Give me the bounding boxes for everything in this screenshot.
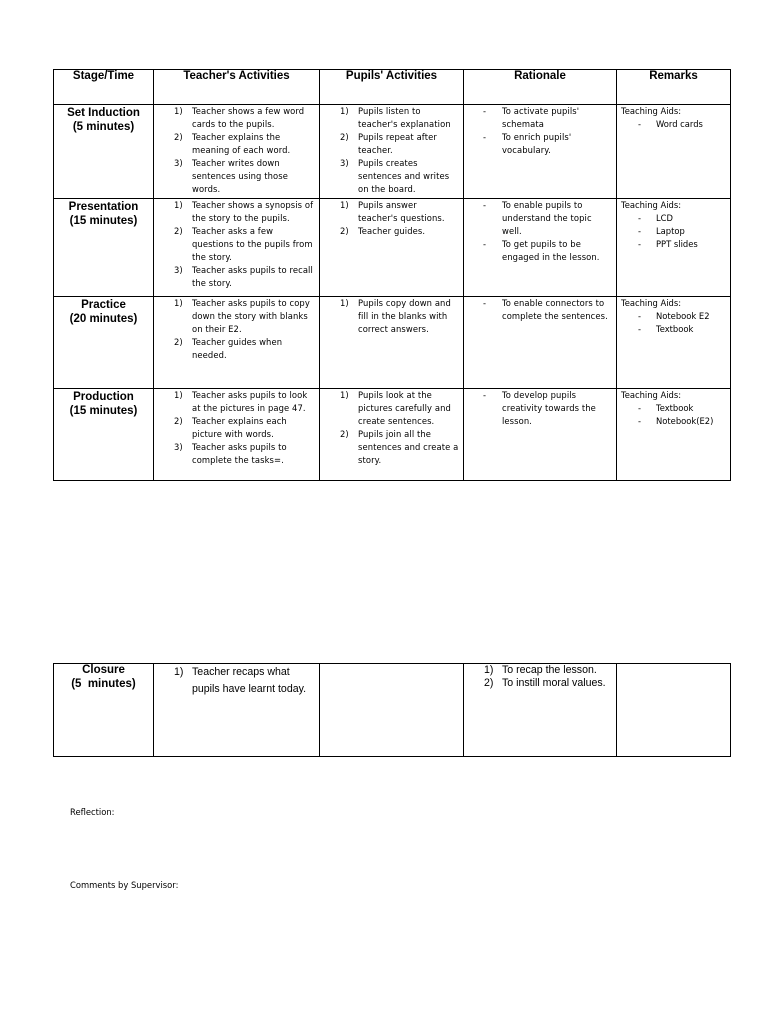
item-text: Pupils repeat after teacher. bbox=[358, 132, 437, 155]
table-row bbox=[54, 105, 731, 199]
table-row bbox=[54, 389, 731, 481]
teaching-aid-item bbox=[621, 212, 730, 225]
header-pupils-activities: Pupils' Activities bbox=[320, 70, 464, 105]
rationale-cell bbox=[464, 105, 617, 199]
item-text: Pupils answer teacher's questions. bbox=[358, 200, 445, 223]
item-number: 2) bbox=[174, 132, 183, 142]
item-text: Teacher asks a few questions to the pupils from the story. bbox=[192, 226, 313, 262]
dash-bullet: - bbox=[483, 390, 487, 400]
pupils-activities-list bbox=[320, 199, 463, 238]
closure-rationale-item bbox=[464, 677, 616, 690]
item-text: Pupils join all the sentences and create a story. bbox=[358, 429, 459, 465]
teacher-activities-list bbox=[154, 297, 319, 362]
teacher-activities-list bbox=[154, 389, 319, 467]
teaching-aid-text: Notebook E2 bbox=[656, 311, 710, 321]
closure-teacher-cell bbox=[154, 664, 320, 757]
stage-cell bbox=[54, 199, 154, 297]
item-number: 1) bbox=[174, 666, 184, 678]
item-text: To develop pupils creativity towards the lesson. bbox=[502, 390, 596, 426]
rationale-list bbox=[464, 389, 616, 428]
item-number: 3) bbox=[174, 158, 183, 168]
remarks-cell bbox=[617, 199, 731, 297]
item-text: To enable connectors to complete the sentences. bbox=[502, 298, 608, 321]
item-number: 1) bbox=[174, 200, 183, 210]
teacher-activities-cell bbox=[154, 389, 320, 481]
closure-stage-name: Closure bbox=[82, 664, 125, 676]
list-item bbox=[154, 131, 319, 157]
remarks-block bbox=[617, 297, 730, 336]
stage-cell bbox=[54, 105, 154, 199]
list-item bbox=[320, 389, 463, 428]
closure-rationale-text: To instill moral values. bbox=[502, 676, 606, 689]
header-remarks: Remarks bbox=[617, 70, 731, 105]
list-item bbox=[154, 389, 319, 415]
item-text: Pupils copy down and fill in the blanks with correct answers. bbox=[358, 298, 451, 334]
rationale-cell bbox=[464, 389, 617, 481]
list-item bbox=[320, 105, 463, 131]
teaching-aid-item bbox=[621, 323, 730, 336]
list-item bbox=[154, 297, 319, 336]
item-number: 3) bbox=[174, 265, 183, 275]
stage-name: Practice bbox=[81, 299, 126, 311]
list-item bbox=[154, 415, 319, 441]
item-number: 1) bbox=[340, 298, 349, 308]
closure-teacher-text: Teacher recaps what pupils have learnt today. bbox=[192, 666, 307, 695]
teaching-aid-text: Notebook(E2) bbox=[656, 416, 714, 426]
pupils-activities-list bbox=[320, 389, 463, 467]
list-item bbox=[154, 157, 319, 196]
teaching-aid-item bbox=[621, 225, 730, 238]
item-number: 1) bbox=[484, 664, 494, 676]
teaching-aid-text: Textbook bbox=[656, 403, 694, 413]
pupils-activities-cell bbox=[320, 389, 464, 481]
list-item bbox=[154, 199, 319, 225]
item-number: 1) bbox=[340, 106, 349, 116]
item-number: 3) bbox=[340, 158, 349, 168]
item-text: To get pupils to be engaged in the lesson. bbox=[502, 239, 600, 262]
table-header-row bbox=[54, 70, 731, 105]
teaching-aids-label: Teaching Aids: bbox=[621, 390, 682, 400]
header-rationale: Rationale bbox=[464, 70, 617, 105]
item-text: Teacher guides. bbox=[358, 226, 426, 236]
remarks-block bbox=[617, 389, 730, 428]
remarks-block bbox=[617, 199, 730, 251]
teacher-activities-list bbox=[154, 199, 319, 290]
list-item bbox=[320, 199, 463, 225]
rationale-list bbox=[464, 297, 616, 323]
stage-name: Production bbox=[73, 391, 134, 403]
stage-name: Presentation bbox=[68, 201, 139, 213]
dash-bullet: - bbox=[483, 298, 487, 308]
closure-teacher-list bbox=[154, 664, 319, 698]
teaching-aids-list bbox=[621, 118, 730, 131]
item-number: 1) bbox=[174, 106, 183, 116]
item-number: 2) bbox=[340, 132, 349, 142]
dash-bullet: - bbox=[483, 106, 487, 116]
teaching-aids-list bbox=[621, 402, 730, 428]
item-text: To enrich pupils' vocabulary. bbox=[502, 132, 572, 155]
remarks-cell bbox=[617, 297, 731, 389]
dash-bullet: - bbox=[638, 416, 642, 426]
list-item bbox=[464, 131, 616, 157]
teaching-aid-item bbox=[621, 415, 730, 428]
closure-remarks-cell bbox=[617, 664, 731, 757]
comments-by-supervisor-label: Comments by Supervisor: bbox=[70, 880, 179, 890]
table-row bbox=[54, 297, 731, 389]
header-stage-time: Stage/Time bbox=[54, 70, 154, 105]
closure-rationale-cell bbox=[464, 664, 617, 757]
table-row bbox=[54, 199, 731, 297]
stage-time: (20 minutes) bbox=[69, 312, 138, 325]
stage-time: (15 minutes) bbox=[69, 404, 138, 417]
remarks-cell bbox=[617, 389, 731, 481]
dash-bullet: - bbox=[638, 119, 642, 129]
list-item bbox=[320, 297, 463, 336]
teaching-aid-text: Laptop bbox=[656, 226, 685, 236]
item-text: Teacher guides when needed. bbox=[192, 337, 283, 360]
list-item bbox=[154, 105, 319, 131]
closure-rationale-item bbox=[464, 664, 616, 677]
stage-name: Set Induction bbox=[67, 107, 140, 119]
remarks-block bbox=[617, 105, 730, 131]
closure-row bbox=[54, 664, 731, 757]
item-text: To activate pupils' schemata bbox=[502, 106, 580, 129]
item-text: Teacher asks pupils to look at the pictures in page 47. bbox=[192, 390, 308, 413]
teacher-activities-cell bbox=[154, 199, 320, 297]
teacher-activities-cell bbox=[154, 105, 320, 199]
item-number: 1) bbox=[340, 200, 349, 210]
item-text: Teacher shows a synopsis of the story to the pupils. bbox=[192, 200, 314, 223]
item-text: Pupils look at the pictures carefully and create sentences. bbox=[358, 390, 451, 426]
stage-time: (15 minutes) bbox=[69, 214, 138, 227]
dash-bullet: - bbox=[638, 213, 642, 223]
header-teacher-activities: Teacher's Activities bbox=[154, 70, 320, 105]
list-item bbox=[154, 264, 319, 290]
dash-bullet: - bbox=[483, 132, 487, 142]
stage-block bbox=[54, 389, 153, 418]
item-number: 2) bbox=[484, 676, 494, 689]
pupils-activities-list bbox=[320, 105, 463, 196]
item-text: Teacher writes down sentences using those words. bbox=[192, 158, 288, 194]
teaching-aid-text: Textbook bbox=[656, 324, 694, 334]
list-item bbox=[464, 297, 616, 323]
item-text: Teacher asks pupils to recall the story. bbox=[192, 265, 313, 288]
teaching-aids-label: Teaching Aids: bbox=[621, 298, 682, 308]
teaching-aids-label: Teaching Aids: bbox=[621, 106, 682, 116]
stage-block bbox=[54, 297, 153, 326]
dash-bullet: - bbox=[638, 311, 642, 321]
teaching-aid-item bbox=[621, 118, 730, 131]
teaching-aid-text: Word cards bbox=[656, 119, 703, 129]
list-item bbox=[320, 428, 463, 467]
stage-time: (5 minutes) bbox=[72, 120, 135, 133]
item-text: Pupils creates sentences and writes on the board. bbox=[358, 158, 450, 194]
rationale-cell bbox=[464, 297, 617, 389]
closure-table bbox=[53, 663, 731, 757]
item-text: Teacher explains the meaning of each word. bbox=[192, 132, 291, 155]
closure-stage-cell bbox=[54, 664, 154, 757]
list-item bbox=[320, 157, 463, 196]
item-text: Teacher shows a few word cards to the pupils. bbox=[192, 106, 305, 129]
item-text: Teacher explains each picture with words. bbox=[192, 416, 287, 439]
closure-teacher-item bbox=[154, 664, 319, 698]
item-number: 1) bbox=[174, 298, 183, 308]
teaching-aid-item bbox=[621, 402, 730, 415]
rationale-list bbox=[464, 105, 616, 157]
stage-cell bbox=[54, 297, 154, 389]
item-text: Pupils listen to teacher's explanation bbox=[358, 106, 451, 129]
item-text: Teacher asks pupils to copy down the story with blanks on their E2. bbox=[192, 298, 310, 334]
item-number: 2) bbox=[174, 226, 183, 236]
remarks-cell bbox=[617, 105, 731, 199]
item-number: 3) bbox=[174, 442, 183, 452]
teaching-aid-item bbox=[621, 310, 730, 323]
dash-bullet: - bbox=[638, 226, 642, 236]
item-text: Teacher asks pupils to complete the tasks=. bbox=[192, 442, 287, 465]
item-number: 2) bbox=[340, 226, 349, 236]
teacher-activities-cell bbox=[154, 297, 320, 389]
teaching-aids-list bbox=[621, 310, 730, 336]
pupils-activities-list bbox=[320, 297, 463, 336]
dash-bullet: - bbox=[483, 239, 487, 249]
list-item bbox=[154, 336, 319, 362]
stage-block bbox=[54, 199, 153, 228]
closure-rationale-list bbox=[464, 664, 616, 689]
item-number: 2) bbox=[174, 337, 183, 347]
list-item bbox=[464, 105, 616, 131]
rationale-list bbox=[464, 199, 616, 264]
item-number: 1) bbox=[174, 390, 183, 400]
teacher-activities-list bbox=[154, 105, 319, 196]
list-item bbox=[154, 225, 319, 264]
item-number: 1) bbox=[340, 390, 349, 400]
item-number: 2) bbox=[340, 429, 349, 439]
item-number: 2) bbox=[174, 416, 183, 426]
lesson-plan-table bbox=[53, 69, 731, 481]
list-item bbox=[464, 199, 616, 238]
teaching-aid-text: LCD bbox=[656, 213, 673, 223]
pupils-activities-cell bbox=[320, 105, 464, 199]
pupils-activities-cell bbox=[320, 297, 464, 389]
dash-bullet: - bbox=[638, 403, 642, 413]
list-item bbox=[464, 389, 616, 428]
list-item bbox=[154, 441, 319, 467]
stage-block bbox=[54, 105, 153, 134]
item-text: To enable pupils to understand the topic well. bbox=[502, 200, 592, 236]
dash-bullet: - bbox=[483, 200, 487, 210]
teaching-aids-label: Teaching Aids: bbox=[621, 200, 682, 210]
dash-bullet: - bbox=[638, 324, 642, 334]
teaching-aid-text: PPT slides bbox=[656, 239, 698, 249]
stage-cell bbox=[54, 389, 154, 481]
closure-stage-time: (5 minutes) bbox=[71, 677, 136, 690]
list-item bbox=[320, 225, 463, 238]
list-item bbox=[320, 131, 463, 157]
dash-bullet: - bbox=[638, 239, 642, 249]
rationale-cell bbox=[464, 199, 617, 297]
pupils-activities-cell bbox=[320, 199, 464, 297]
reflection-label: Reflection: bbox=[70, 807, 115, 817]
list-item bbox=[464, 238, 616, 264]
closure-pupils-cell bbox=[320, 664, 464, 757]
closure-rationale-text: To recap the lesson. bbox=[502, 664, 597, 676]
teaching-aids-list bbox=[621, 212, 730, 251]
teaching-aid-item bbox=[621, 238, 730, 251]
